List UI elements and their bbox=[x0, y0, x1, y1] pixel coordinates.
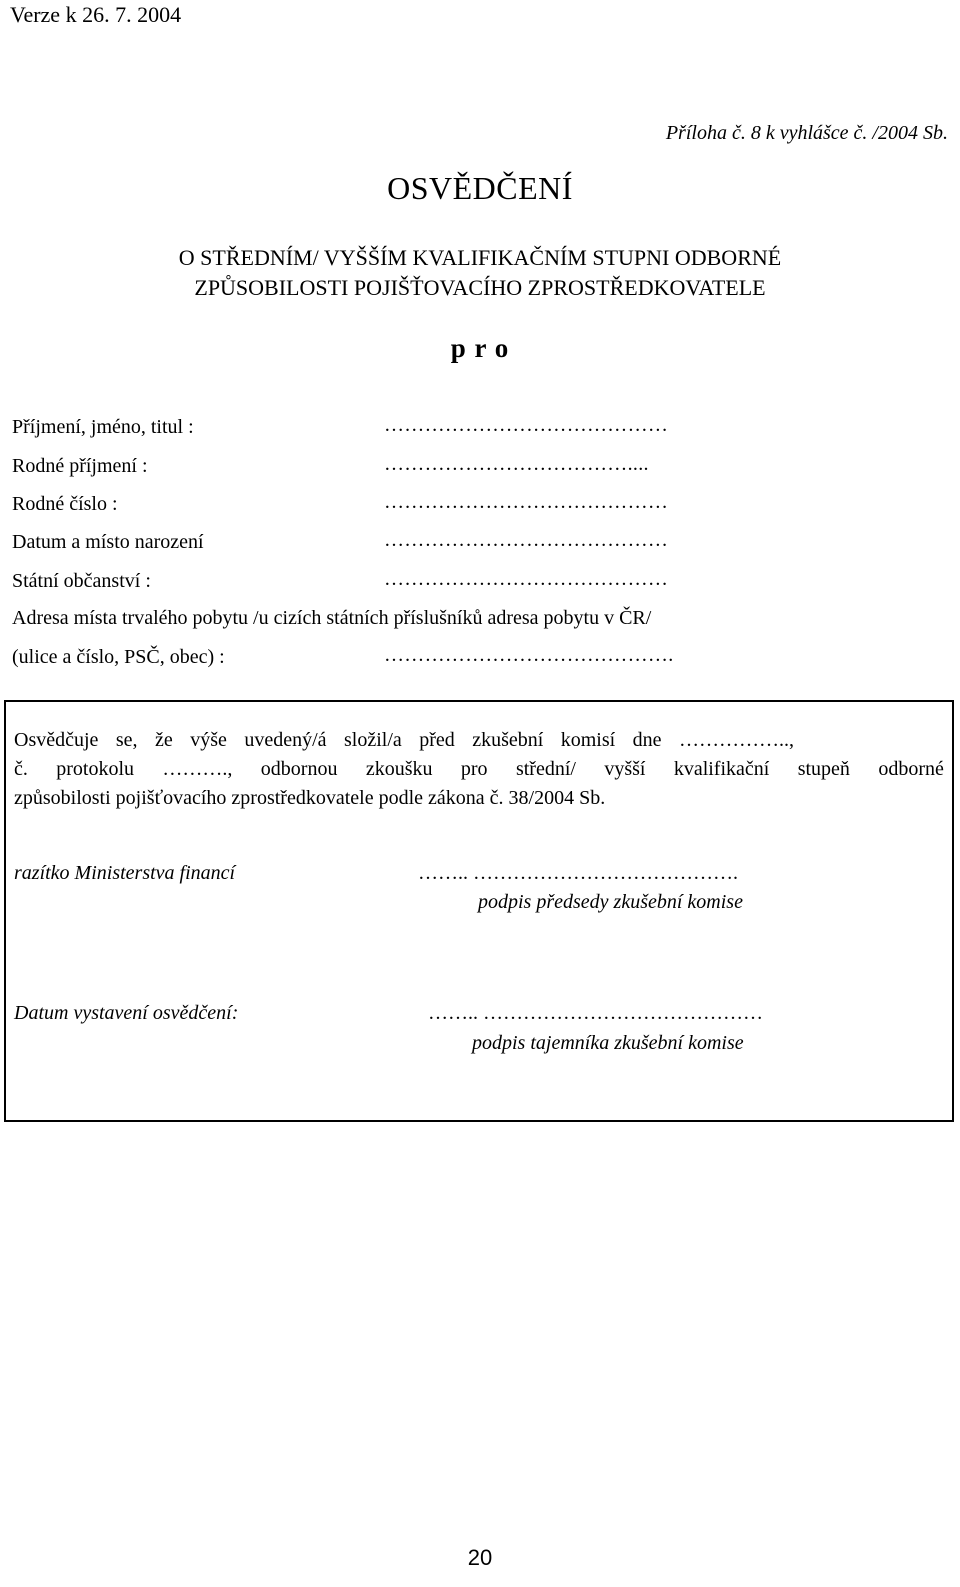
field-label-birth-number: Rodné číslo : bbox=[12, 493, 118, 515]
statement-word: výše bbox=[190, 729, 227, 751]
field-input-birth-number[interactable]: …………………………………… bbox=[384, 491, 669, 513]
certificate-box bbox=[4, 700, 954, 1122]
chair-signature-caption: podpis předsedy zkušební komise bbox=[478, 891, 743, 913]
pro-heading: p r o bbox=[450, 333, 510, 363]
statement-word: č. bbox=[14, 758, 28, 780]
statement-word: stupeň bbox=[797, 758, 850, 780]
issue-date-label: Datum vystavení osvědčení: bbox=[14, 1002, 239, 1024]
statement-word: odborné bbox=[878, 758, 944, 780]
field-label-name: Příjmení, jméno, titul : bbox=[12, 416, 194, 438]
statement-word: složil/a bbox=[343, 729, 402, 751]
document-title: OSVĚDČENÍ bbox=[387, 170, 573, 206]
field-input-name[interactable]: …………………………………… bbox=[384, 414, 669, 436]
field-label-birth-surname: Rodné příjmení : bbox=[12, 455, 148, 477]
secretary-signature-line[interactable]: …….. …………………………………… bbox=[428, 1002, 763, 1024]
protocol-number-blank[interactable]: ………., bbox=[162, 758, 233, 780]
statement-word: vyšší bbox=[604, 758, 646, 780]
certificate-statement bbox=[14, 726, 944, 813]
statement-word: uvedený/á bbox=[244, 729, 327, 751]
annex-reference: Příloha č. 8 k vyhlášce č. /2004 Sb. bbox=[665, 122, 948, 144]
chair-signature-line[interactable]: …….. …………………………………. bbox=[418, 862, 738, 884]
statement-word: se, bbox=[115, 729, 138, 751]
subtitle-line-2: ZPŮSOBILOSTI POJIŠŤOVACÍHO ZPROSTŘEDKOVATELE bbox=[194, 275, 766, 300]
page-number: 20 bbox=[467, 1545, 493, 1570]
subtitle-line-1: O STŘEDNÍM/ VYŠŠÍM KVALIFIKAČNÍM STUPNI ODBORNÉ bbox=[178, 245, 782, 270]
statement-word: pro bbox=[460, 758, 488, 780]
secretary-signature-caption: podpis tajemníka zkušební komise bbox=[472, 1032, 744, 1054]
statement-word: dne bbox=[632, 729, 662, 751]
address-sublabel: (ulice a číslo, PSČ, obec) : bbox=[12, 646, 225, 668]
statement-line-1 bbox=[14, 726, 944, 755]
address-label: Adresa místa trvalého pobytu /u cizích státních příslušníků adresa pobytu v ČR/ bbox=[12, 607, 652, 629]
exam-date-blank[interactable]: …………….., bbox=[679, 729, 794, 751]
statement-word: zkoušku bbox=[365, 758, 433, 780]
field-label-birth-date-place: Datum a místo narození bbox=[12, 531, 204, 553]
field-input-birth-surname[interactable]: ……………………………….... bbox=[384, 453, 649, 475]
statement-word: střední/ bbox=[515, 758, 576, 780]
statement-word: zkušební bbox=[472, 729, 544, 751]
statement-line-2 bbox=[14, 755, 944, 784]
statement-word: před bbox=[419, 729, 455, 751]
statement-word: kvalifikační bbox=[673, 758, 770, 780]
field-input-citizenship[interactable]: …………………………………… bbox=[384, 568, 669, 590]
statement-line-3: způsobilosti pojišťovacího zprostředkovatele podle zákona č. 38/2004 Sb. bbox=[14, 787, 606, 809]
version-date: Verze k 26. 7. 2004 bbox=[10, 2, 182, 27]
field-input-birth-date-place[interactable]: …………………………………… bbox=[384, 529, 669, 551]
statement-word: Osvědčuje bbox=[14, 729, 99, 751]
stamp-label: razítko Ministerstva financí bbox=[14, 862, 236, 884]
statement-word: odbornou bbox=[260, 758, 338, 780]
statement-word: komisí bbox=[560, 729, 616, 751]
field-label-citizenship: Státní občanství : bbox=[12, 570, 151, 592]
field-input-address[interactable]: ……………………………………. bbox=[384, 644, 674, 666]
statement-word: protokolu bbox=[56, 758, 135, 780]
statement-word: že bbox=[155, 729, 173, 751]
